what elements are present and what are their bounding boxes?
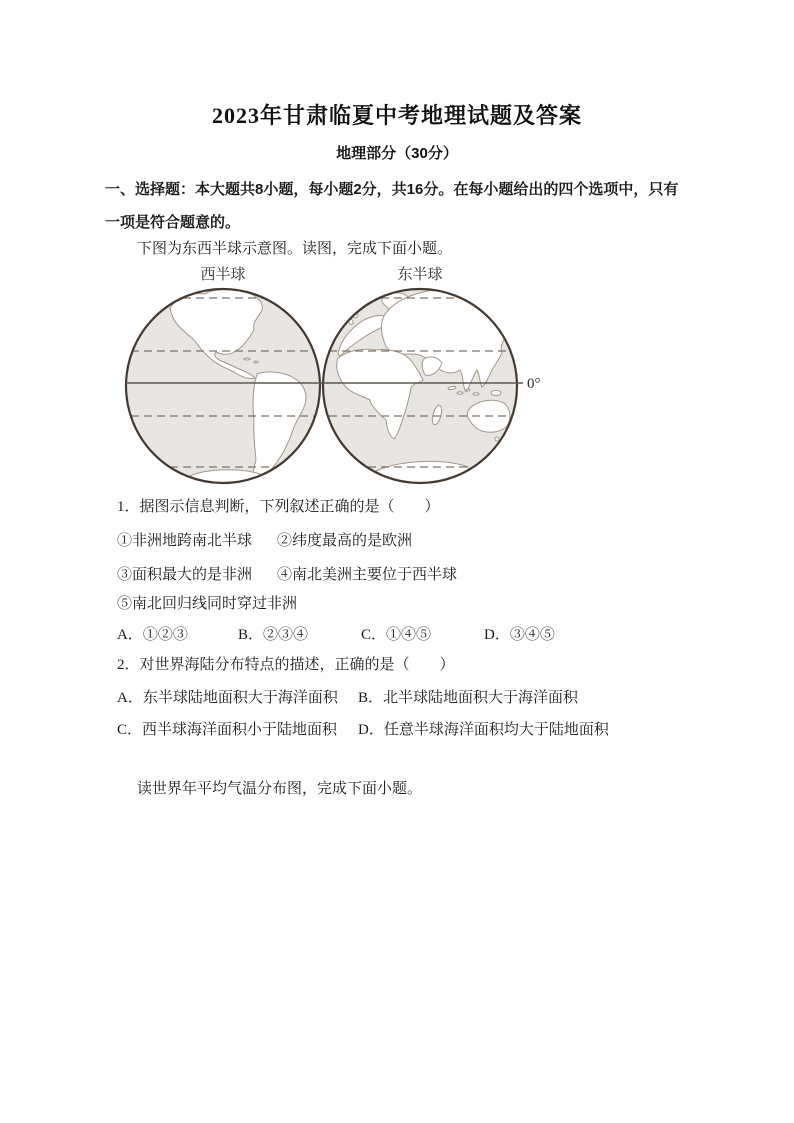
page-title: 2023年甘肃临夏中考地理试题及答案: [211, 103, 582, 128]
caribbean-islands: [244, 358, 250, 360]
east-hemisphere-label: 东半球: [397, 267, 443, 283]
indonesia-islands: [466, 389, 470, 391]
section-instructions-line1: 一、选择题：本大题共8小题，每小题2分，共16分。在每小题给出的四个选项中，只有: [105, 181, 679, 198]
equator-label: 0°: [527, 376, 541, 392]
east-hemisphere-map: [316, 289, 524, 486]
q1-stem: 1．据图示信息判断，下列叙述正确的是（ ）: [117, 499, 440, 515]
west-hemisphere-map: [118, 288, 328, 486]
section-instructions-line2: 一项是符合题意的。: [105, 214, 241, 231]
q1-option-d: D．③④⑤: [484, 627, 555, 643]
indonesia-islands: [457, 392, 463, 394]
q1-statement-2: ②纬度最高的是欧洲: [277, 533, 413, 549]
japan: [499, 318, 509, 331]
q1-statement-5: ⑤南北回归线同时穿过非洲: [117, 596, 298, 612]
next-figure-intro-text: 读世界年平均气温分布图，完成下面小题。: [137, 781, 423, 797]
q2-option-b: B．北半球陆地面积大于海洋面积: [358, 690, 579, 706]
q1-option-c: C．①④⑤: [361, 627, 432, 643]
q1-statement-4: ④南北美洲主要位于西半球: [277, 567, 458, 583]
west-hemisphere-label: 西半球: [200, 267, 246, 283]
hemispheres-figure: [108, 262, 560, 494]
q2-option-a: A．东半球陆地面积大于海洋面积: [117, 690, 338, 706]
q2-stem: 2．对世界海陆分布特点的描述，正确的是（ ）: [117, 657, 455, 673]
q1-option-b: B．②③④: [238, 627, 309, 643]
q1-statement-3: ③面积最大的是非洲: [117, 567, 253, 583]
exam-part-subtitle: 地理部分（30分）: [336, 145, 458, 162]
q1-statement-1: ①非洲地跨南北半球: [117, 533, 253, 549]
q2-option-c: C．西半球海洋面积小于陆地面积: [117, 722, 338, 738]
tasmania: [495, 437, 499, 441]
q2-option-d: D．任意半球海洋面积均大于陆地面积: [358, 722, 609, 738]
q1-option-a: A．①②③: [117, 627, 188, 643]
indonesia-islands: [473, 393, 479, 395]
hemispheres-map-svg: [108, 262, 560, 494]
caribbean-islands: [254, 361, 258, 363]
new-guinea: [491, 390, 501, 395]
figure-intro-text: 下图为东西半球示意图。读图，完成下面小题。: [137, 241, 453, 257]
